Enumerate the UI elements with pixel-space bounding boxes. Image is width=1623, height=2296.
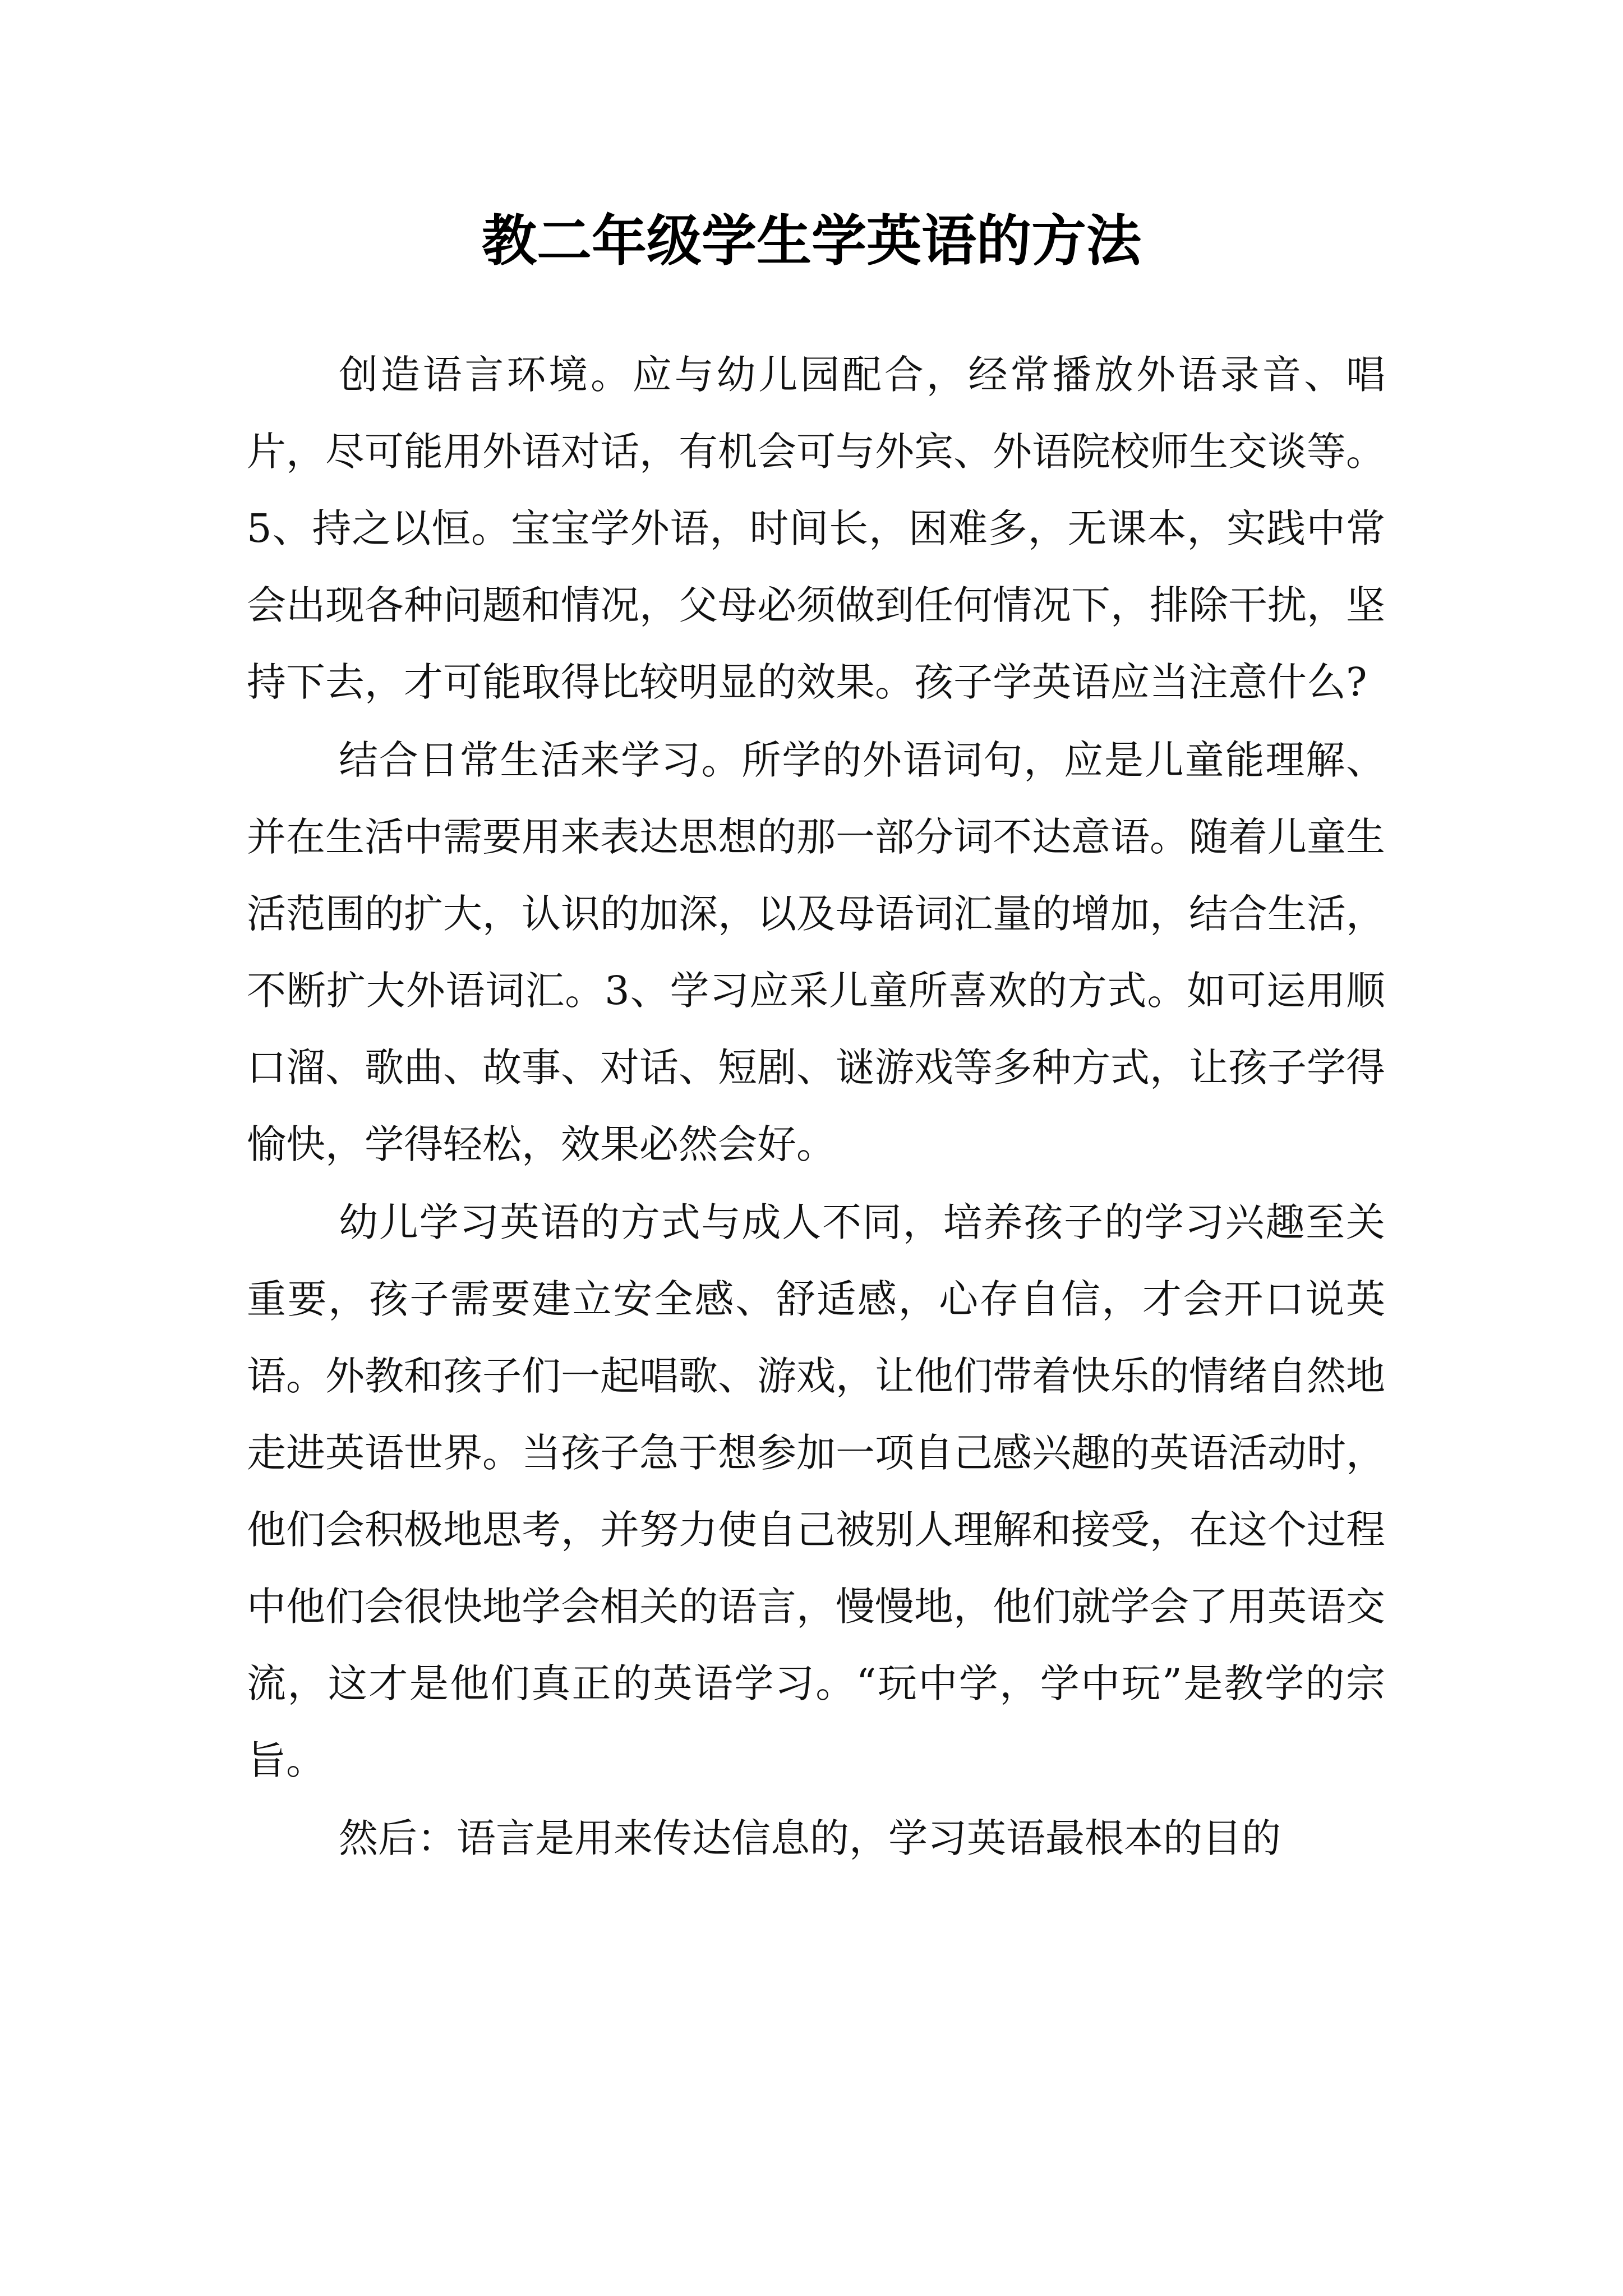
- paragraph-3: 幼儿学习英语的方式与成人不同，培养孩子的学习兴趣至关重要，孩子需要建立安全感、舒适感，心存自信，才会开口说英语。外教和孩子们一起唱歌、游戏，让他们带着快乐的情绪自然地走进英语世界。当孩子急于想参加一项自己感兴趣的英语活动时，他们会积极地思考，并努力使自己被别人理解和接受，在这个过程中他们会很快地学会相关的语言，慢慢地，他们就学会了用英语交流，这才是他们真正的英语学习。“玩中学，学中玩”是教学的宗旨。: [247, 1199, 1385, 1783]
- document-body: [247, 337, 1385, 1878]
- document-title: 教二年级学生学英语的方法: [481, 209, 1141, 273]
- paragraph-4: 然后：语言是用来传达信息的，学习英语最根本的目的: [339, 1815, 1281, 1861]
- paragraph-1: 创造语言环境。应与幼儿园配合，经常播放外语录音、唱片，尽可能用外语对话，有机会可与外宾、外语院校师生交谈等。5、持之以恒。宝宝学外语，时间长，困难多，无课本，实践中常会出现各种问题和情况，父母必须做到任何情况下，排除干扰，坚持下去，才可能取得比较明显的效果。孩子学英语应当注意什么?: [247, 352, 1385, 705]
- paragraph-2: 结合日常生活来学习。所学的外语词句，应是儿童能理解、并在生活中需要用来表达思想的那一部分词不达意语。随着儿童生活范围的扩大，认识的加深，以及母语词汇量的增加，结合生活，不断扩大外语词汇。3、学习应采儿童所喜欢的方式。如可运用顺口溜、歌曲、故事、对话、短剧、谜游戏等多种方式，让孩子学得愉快，学得轻松，效果必然会好。: [247, 737, 1385, 1167]
